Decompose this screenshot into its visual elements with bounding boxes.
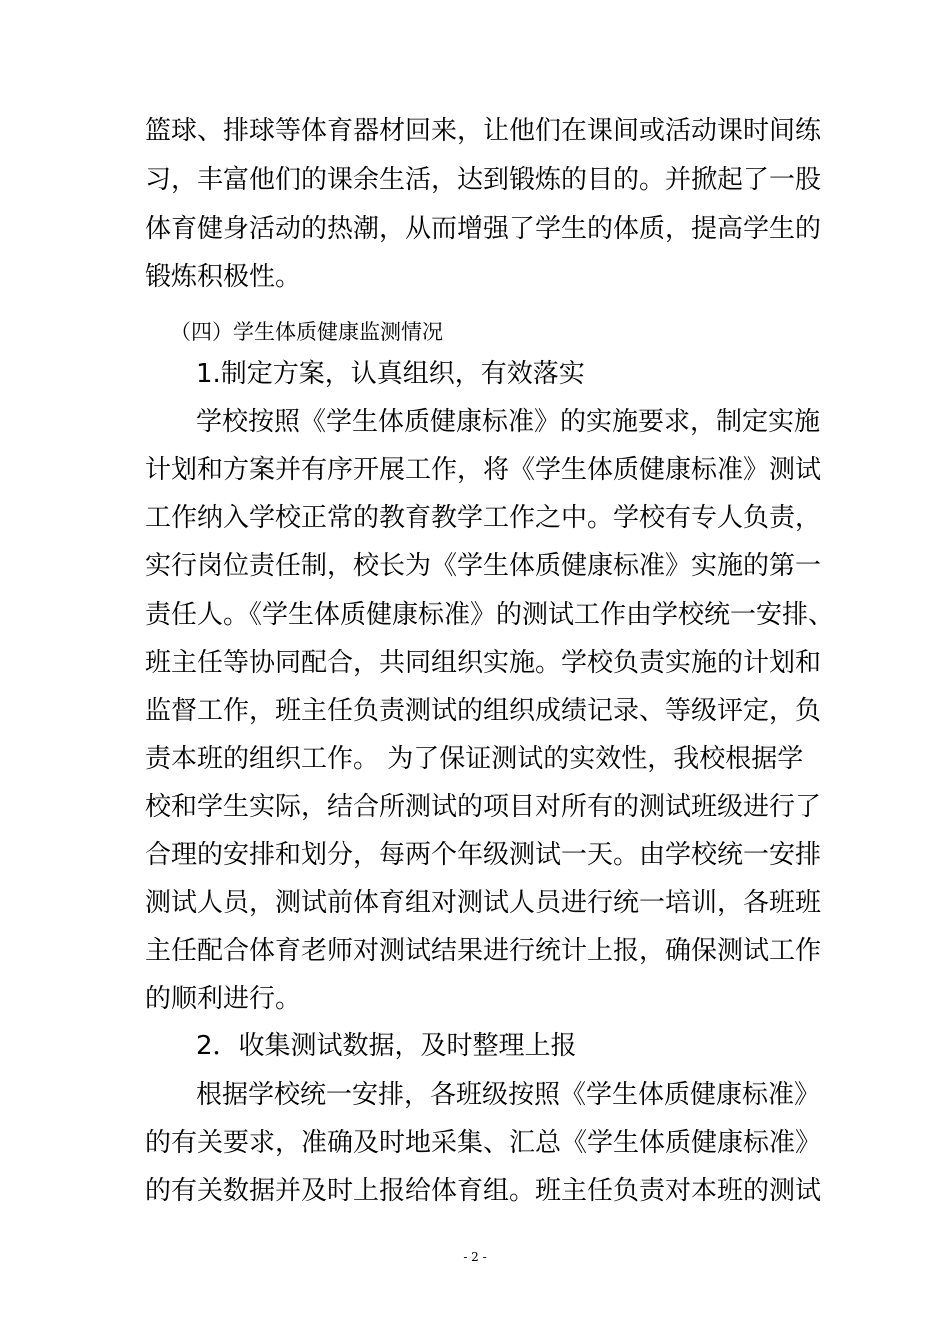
page-number: - 2 -	[463, 1250, 487, 1264]
subheading: 2．收集测试数据，及时整理上报	[196, 1031, 577, 1061]
body-text-line: 责本班的组织工作。 为了保证测试的实效性，我校根据学	[145, 744, 804, 774]
body-text-line: 的有关要求，准确及时地采集、汇总《学生体质健康标准》	[145, 1128, 822, 1158]
body-text-line: 工作纳入学校正常的教育教学工作之中。学校有专人负责，	[145, 503, 822, 533]
body-text-line: 合理的安排和划分，每两个年级测试一天。由学校统一安排	[145, 840, 822, 870]
subheading: 1.制定方案，认真组织，有效落实	[196, 359, 585, 389]
body-text-line: 责任人。《学生体质健康标准》的测试工作由学校统一安排、	[145, 600, 835, 630]
body-text-line: 班主任等协同配合，共同组织实施。学校负责实施的计划和	[145, 648, 822, 678]
body-text-line: 篮球、排球等体育器材回来，让他们在课间或活动课时间练	[145, 116, 822, 146]
body-text-line: 监督工作，班主任负责测试的组织成绩记录、等级评定，负	[145, 696, 822, 726]
body-text-line: 校和学生实际，结合所测试的项目对所有的测试班级进行了	[145, 792, 822, 822]
body-text-line: 体育健身活动的热潮，从而增强了学生的体质，提高学生的	[145, 214, 822, 244]
body-text-line: 主任配合体育老师对测试结果进行统计上报，确保测试工作	[145, 936, 822, 966]
body-text-line: 的顺利进行。	[145, 984, 302, 1014]
body-text-line: 学校按照《学生体质健康标准》的实施要求，制定实施	[196, 407, 821, 437]
body-text-line: 测试人员，测试前体育组对测试人员进行统一培训，各班班	[145, 888, 822, 918]
body-text-line: 锻炼积极性。	[145, 262, 302, 292]
body-text-line: 根据学校统一安排，各班级按照《学生体质健康标准》	[196, 1080, 821, 1110]
body-text-line: 习，丰富他们的课余生活，达到锻炼的目的。并掀起了一股	[145, 165, 822, 195]
body-text-line: 的有关数据并及时上报给体育组。班主任负责对本班的测试	[145, 1176, 822, 1206]
section-heading: （四）学生体质健康监测情况	[170, 320, 443, 344]
body-text-line: 计划和方案并有序开展工作，将《学生体质健康标准》测试	[145, 455, 822, 485]
body-text-line: 实行岗位责任制，校长为《学生体质健康标准》实施的第一	[145, 551, 822, 581]
